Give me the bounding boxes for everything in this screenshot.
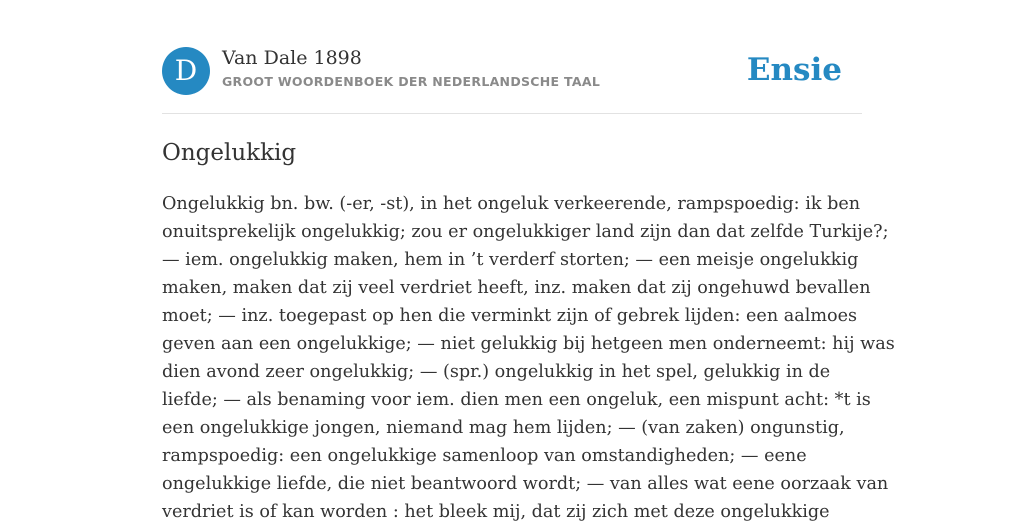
definition-line: onuitsprekelijk ongelukkig; zou er ongelukkiger land zijn dan dat zelfde Turkije?; xyxy=(162,222,889,242)
dictionary-avatar[interactable]: D xyxy=(162,47,210,95)
dictionary-subtitle: GROOT WOORDENBOEK DER NEDERLANDSCHE TAAL xyxy=(222,74,601,89)
dictionary-card xyxy=(162,0,895,522)
site-header xyxy=(162,46,862,96)
definition-line: — iem. ongelukkig maken, hem in ’t verderf storten; — een meisje ongelukkig xyxy=(162,250,859,270)
dictionary-title[interactable]: Van Dale 1898 xyxy=(222,47,362,69)
definition-line: ongelukkige liefde, die niet beantwoord wordt; — van alles wat eene oorzaak van xyxy=(162,474,889,494)
definition-line: liefde; — als benaming voor iem. dien men een ongeluk, een mispunt acht: *t is xyxy=(162,390,871,410)
definition-line: dien avond zeer ongelukkig; — (spr.) ongelukkig in het spel, gelukkig in de xyxy=(162,362,831,382)
definition-line: geven aan een ongelukkige; — niet gelukkig bij hetgeen men onderneemt: hij was xyxy=(162,334,895,354)
entry-title: Ongelukkig xyxy=(162,140,297,166)
definition-line: moet; — inz. toegepast op hen die verminkt zijn of gebrek lijden: een aalmoes xyxy=(162,306,858,326)
definition-line: verdriet is of kan worden : het bleek mij, dat zij zich met deze ongelukkige xyxy=(162,502,830,522)
definition-line: Ongelukkig bn. bw. (-er, -st), in het ongeluk verkeerende, rampspoedig: ik ben xyxy=(162,194,861,214)
brand-logo[interactable]: Ensie xyxy=(746,52,842,88)
definition-line: maken, maken dat zij veel verdriet heeft, inz. maken dat zij ongehuwd bevallen xyxy=(162,278,871,298)
entry-definition xyxy=(162,190,895,526)
definition-line: een ongelukkige jongen, niemand mag hem lijden; — (van zaken) ongunstig, xyxy=(162,418,845,438)
definition-line: rampspoedig: een ongelukkige samenloop van omstandigheden; — eene xyxy=(162,446,807,466)
header-divider xyxy=(162,113,862,114)
